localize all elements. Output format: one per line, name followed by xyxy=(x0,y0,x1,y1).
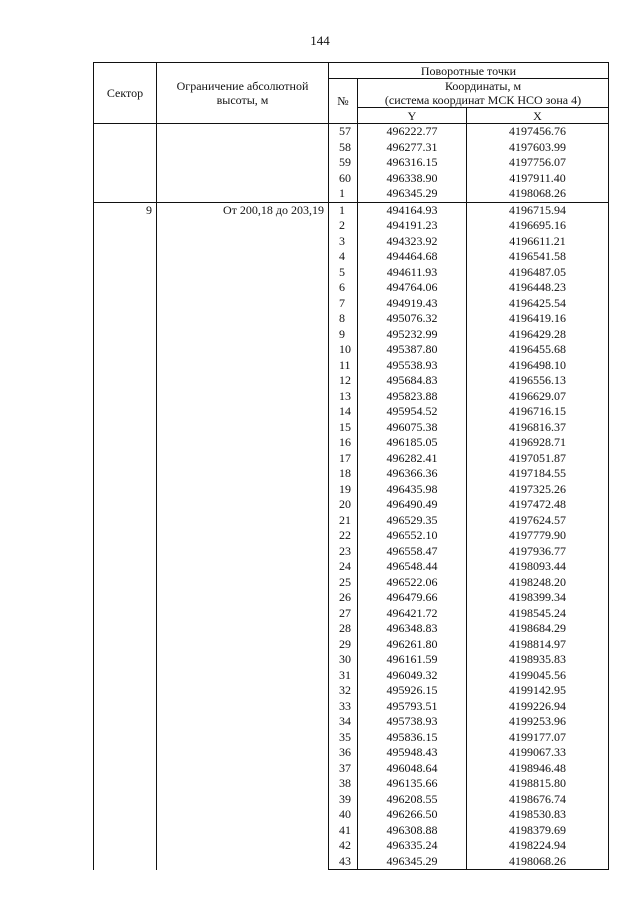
y-coordinate-cell: 495684.83 xyxy=(358,373,467,389)
x-coordinate-cell: 4196629.07 xyxy=(467,389,609,405)
y-coordinate-cell: 495836.15 xyxy=(358,730,467,746)
x-coordinate-cell: 4196611.21 xyxy=(467,234,609,250)
y-coordinate-cell: 495948.43 xyxy=(358,745,467,761)
header-coordinates-label: Координаты, м xyxy=(444,79,522,93)
point-number-cell: 59 xyxy=(329,155,358,171)
x-coordinate-cell: 4198815.80 xyxy=(467,776,609,792)
x-coordinate-cell: 4197603.99 xyxy=(467,140,609,156)
point-number-cell: 41 xyxy=(329,823,358,839)
x-coordinate-cell: 4196455.68 xyxy=(467,342,609,358)
x-coordinate-cell: 4198399.34 xyxy=(467,590,609,606)
point-number-cell: 36 xyxy=(329,745,358,761)
point-number-cell: 33 xyxy=(329,699,358,715)
x-coordinate-cell: 4198935.83 xyxy=(467,652,609,668)
x-coordinate-cell: 4197936.77 xyxy=(467,544,609,560)
header-coordinate-system: (система координат МСК НСО зона 4) xyxy=(384,93,582,107)
header-altitude-limit: Ограничение абсолютной высоты, м xyxy=(157,63,329,124)
x-coordinate-cell: 4198676.74 xyxy=(467,792,609,808)
point-number-cell: 29 xyxy=(329,637,358,653)
y-coordinate-cell: 495076.32 xyxy=(358,311,467,327)
y-coordinate-cell: 494919.43 xyxy=(358,296,467,312)
y-coordinate-cell: 496308.88 xyxy=(358,823,467,839)
header-number: № xyxy=(329,79,358,124)
y-coordinate-cell: 494611.93 xyxy=(358,265,467,281)
y-coordinate-cell: 496208.55 xyxy=(358,792,467,808)
y-coordinate-cell: 495538.93 xyxy=(358,358,467,374)
y-coordinate-cell: 495387.80 xyxy=(358,342,467,358)
point-number-cell: 30 xyxy=(329,652,358,668)
x-coordinate-cell: 4199177.07 xyxy=(467,730,609,746)
x-coordinate-cell: 4197779.90 xyxy=(467,528,609,544)
y-coordinate-cell: 496261.80 xyxy=(358,637,467,653)
y-coordinate-cell: 494191.23 xyxy=(358,218,467,234)
point-number-cell: 37 xyxy=(329,761,358,777)
x-coordinate-cell: 4197624.57 xyxy=(467,513,609,529)
table-row xyxy=(94,124,609,140)
y-coordinate-cell: 495793.51 xyxy=(358,699,467,715)
point-number-cell: 13 xyxy=(329,389,358,405)
x-coordinate-cell: 4197051.87 xyxy=(467,451,609,467)
y-coordinate-cell: 496135.66 xyxy=(358,776,467,792)
point-number-cell: 34 xyxy=(329,714,358,730)
x-coordinate-cell: 4197456.76 xyxy=(467,124,609,140)
point-number-cell: 9 xyxy=(329,327,358,343)
x-coordinate-cell: 4198545.24 xyxy=(467,606,609,622)
y-coordinate-cell: 496048.64 xyxy=(358,761,467,777)
point-number-cell: 39 xyxy=(329,792,358,808)
point-number-cell: 16 xyxy=(329,435,358,451)
point-number-cell: 32 xyxy=(329,683,358,699)
x-coordinate-cell: 4198248.20 xyxy=(467,575,609,591)
x-coordinate-cell: 4196498.10 xyxy=(467,358,609,374)
y-coordinate-cell: 496421.72 xyxy=(358,606,467,622)
point-number-cell: 11 xyxy=(329,358,358,374)
x-coordinate-cell: 4198224.94 xyxy=(467,838,609,854)
point-number-cell: 10 xyxy=(329,342,358,358)
point-number-cell: 23 xyxy=(329,544,358,560)
x-coordinate-cell: 4199045.56 xyxy=(467,668,609,684)
point-number-cell: 1 xyxy=(329,186,358,202)
y-coordinate-cell: 494764.06 xyxy=(358,280,467,296)
y-coordinate-cell: 494464.68 xyxy=(358,249,467,265)
y-coordinate-cell: 496558.47 xyxy=(358,544,467,560)
point-number-cell: 8 xyxy=(329,311,358,327)
x-coordinate-cell: 4199067.33 xyxy=(467,745,609,761)
altitude-limit-cell: От 200,18 до 203,19 xyxy=(157,202,329,870)
x-coordinate-cell: 4196425.54 xyxy=(467,296,609,312)
x-coordinate-cell: 4197472.48 xyxy=(467,497,609,513)
y-coordinate-cell: 496185.05 xyxy=(358,435,467,451)
point-number-cell: 4 xyxy=(329,249,358,265)
x-coordinate-cell: 4198093.44 xyxy=(467,559,609,575)
header-coordinates xyxy=(358,79,609,108)
point-number-cell: 31 xyxy=(329,668,358,684)
point-number-cell: 22 xyxy=(329,528,358,544)
point-number-cell: 15 xyxy=(329,420,358,436)
y-coordinate-cell: 496435.98 xyxy=(358,482,467,498)
point-number-cell: 24 xyxy=(329,559,358,575)
y-coordinate-cell: 494164.93 xyxy=(358,202,467,218)
point-number-cell: 1 xyxy=(329,202,358,218)
point-number-cell: 2 xyxy=(329,218,358,234)
altitude-limit-cell xyxy=(157,124,329,203)
point-number-cell: 28 xyxy=(329,621,358,637)
y-coordinate-cell: 496316.15 xyxy=(358,155,467,171)
point-number-cell: 57 xyxy=(329,124,358,140)
x-coordinate-cell: 4199226.94 xyxy=(467,699,609,715)
x-coordinate-cell: 4198379.69 xyxy=(467,823,609,839)
y-coordinate-cell: 496345.29 xyxy=(358,186,467,202)
table-header xyxy=(94,63,609,124)
y-coordinate-cell: 495232.99 xyxy=(358,327,467,343)
x-coordinate-cell: 4199142.95 xyxy=(467,683,609,699)
point-number-cell: 27 xyxy=(329,606,358,622)
point-number-cell: 17 xyxy=(329,451,358,467)
point-number-cell: 26 xyxy=(329,590,358,606)
y-coordinate-cell: 496161.59 xyxy=(358,652,467,668)
x-coordinate-cell: 4196541.58 xyxy=(467,249,609,265)
x-coordinate-cell: 4198684.29 xyxy=(467,621,609,637)
x-coordinate-cell: 4196928.71 xyxy=(467,435,609,451)
page-number: 144 xyxy=(310,33,330,48)
y-coordinate-cell: 496479.66 xyxy=(358,590,467,606)
x-coordinate-cell: 4197911.40 xyxy=(467,171,609,187)
header-sector: Сектор xyxy=(94,63,157,124)
x-coordinate-cell: 4196695.16 xyxy=(467,218,609,234)
point-number-cell: 40 xyxy=(329,807,358,823)
x-coordinate-cell: 4197325.26 xyxy=(467,482,609,498)
x-coordinate-cell: 4198946.48 xyxy=(467,761,609,777)
header-x: X xyxy=(467,108,609,124)
point-number-cell: 58 xyxy=(329,140,358,156)
x-coordinate-cell: 4197184.55 xyxy=(467,466,609,482)
y-coordinate-cell: 494323.92 xyxy=(358,234,467,250)
point-number-cell: 6 xyxy=(329,280,358,296)
point-number-cell: 14 xyxy=(329,404,358,420)
x-coordinate-cell: 4199253.96 xyxy=(467,714,609,730)
y-coordinate-cell: 496049.32 xyxy=(358,668,467,684)
x-coordinate-cell: 4196716.15 xyxy=(467,404,609,420)
x-coordinate-cell: 4198814.97 xyxy=(467,637,609,653)
y-coordinate-cell: 496338.90 xyxy=(358,171,467,187)
point-number-cell: 12 xyxy=(329,373,358,389)
y-coordinate-cell: 496335.24 xyxy=(358,838,467,854)
y-coordinate-cell: 495954.52 xyxy=(358,404,467,420)
x-coordinate-cell: 4196419.16 xyxy=(467,311,609,327)
point-number-cell: 21 xyxy=(329,513,358,529)
y-coordinate-cell: 496075.38 xyxy=(358,420,467,436)
point-number-cell: 38 xyxy=(329,776,358,792)
x-coordinate-cell: 4198530.83 xyxy=(467,807,609,823)
x-coordinate-cell: 4196429.28 xyxy=(467,327,609,343)
y-coordinate-cell: 495738.93 xyxy=(358,714,467,730)
x-coordinate-cell: 4198068.26 xyxy=(467,186,609,202)
coordinates-table xyxy=(93,62,609,870)
y-coordinate-cell: 496529.35 xyxy=(358,513,467,529)
y-coordinate-cell: 496222.77 xyxy=(358,124,467,140)
header-turning-points: Поворотные точки xyxy=(329,63,609,79)
y-coordinate-cell: 496282.41 xyxy=(358,451,467,467)
table-body xyxy=(94,124,609,870)
x-coordinate-cell: 4196448.23 xyxy=(467,280,609,296)
sector-cell: 9 xyxy=(94,202,157,870)
y-coordinate-cell: 496348.83 xyxy=(358,621,467,637)
x-coordinate-cell: 4198068.26 xyxy=(467,854,609,870)
y-coordinate-cell: 496345.29 xyxy=(358,854,467,870)
y-coordinate-cell: 496277.31 xyxy=(358,140,467,156)
y-coordinate-cell: 495823.88 xyxy=(358,389,467,405)
point-number-cell: 42 xyxy=(329,838,358,854)
y-coordinate-cell: 496266.50 xyxy=(358,807,467,823)
y-coordinate-cell: 496552.10 xyxy=(358,528,467,544)
point-number-cell: 35 xyxy=(329,730,358,746)
x-coordinate-cell: 4196487.05 xyxy=(467,265,609,281)
point-number-cell: 3 xyxy=(329,234,358,250)
table-row xyxy=(94,202,609,218)
point-number-cell: 18 xyxy=(329,466,358,482)
point-number-cell: 5 xyxy=(329,265,358,281)
point-number-cell: 25 xyxy=(329,575,358,591)
x-coordinate-cell: 4197756.07 xyxy=(467,155,609,171)
y-coordinate-cell: 496548.44 xyxy=(358,559,467,575)
y-coordinate-cell: 495926.15 xyxy=(358,683,467,699)
x-coordinate-cell: 4196816.37 xyxy=(467,420,609,436)
y-coordinate-cell: 496366.36 xyxy=(358,466,467,482)
point-number-cell: 43 xyxy=(329,854,358,870)
point-number-cell: 60 xyxy=(329,171,358,187)
point-number-cell: 7 xyxy=(329,296,358,312)
x-coordinate-cell: 4196556.13 xyxy=(467,373,609,389)
point-number-cell: 20 xyxy=(329,497,358,513)
point-number-cell: 19 xyxy=(329,482,358,498)
x-coordinate-cell: 4196715.94 xyxy=(467,202,609,218)
y-coordinate-cell: 496522.06 xyxy=(358,575,467,591)
header-y: Y xyxy=(358,108,467,124)
y-coordinate-cell: 496490.49 xyxy=(358,497,467,513)
sector-cell xyxy=(94,124,157,203)
